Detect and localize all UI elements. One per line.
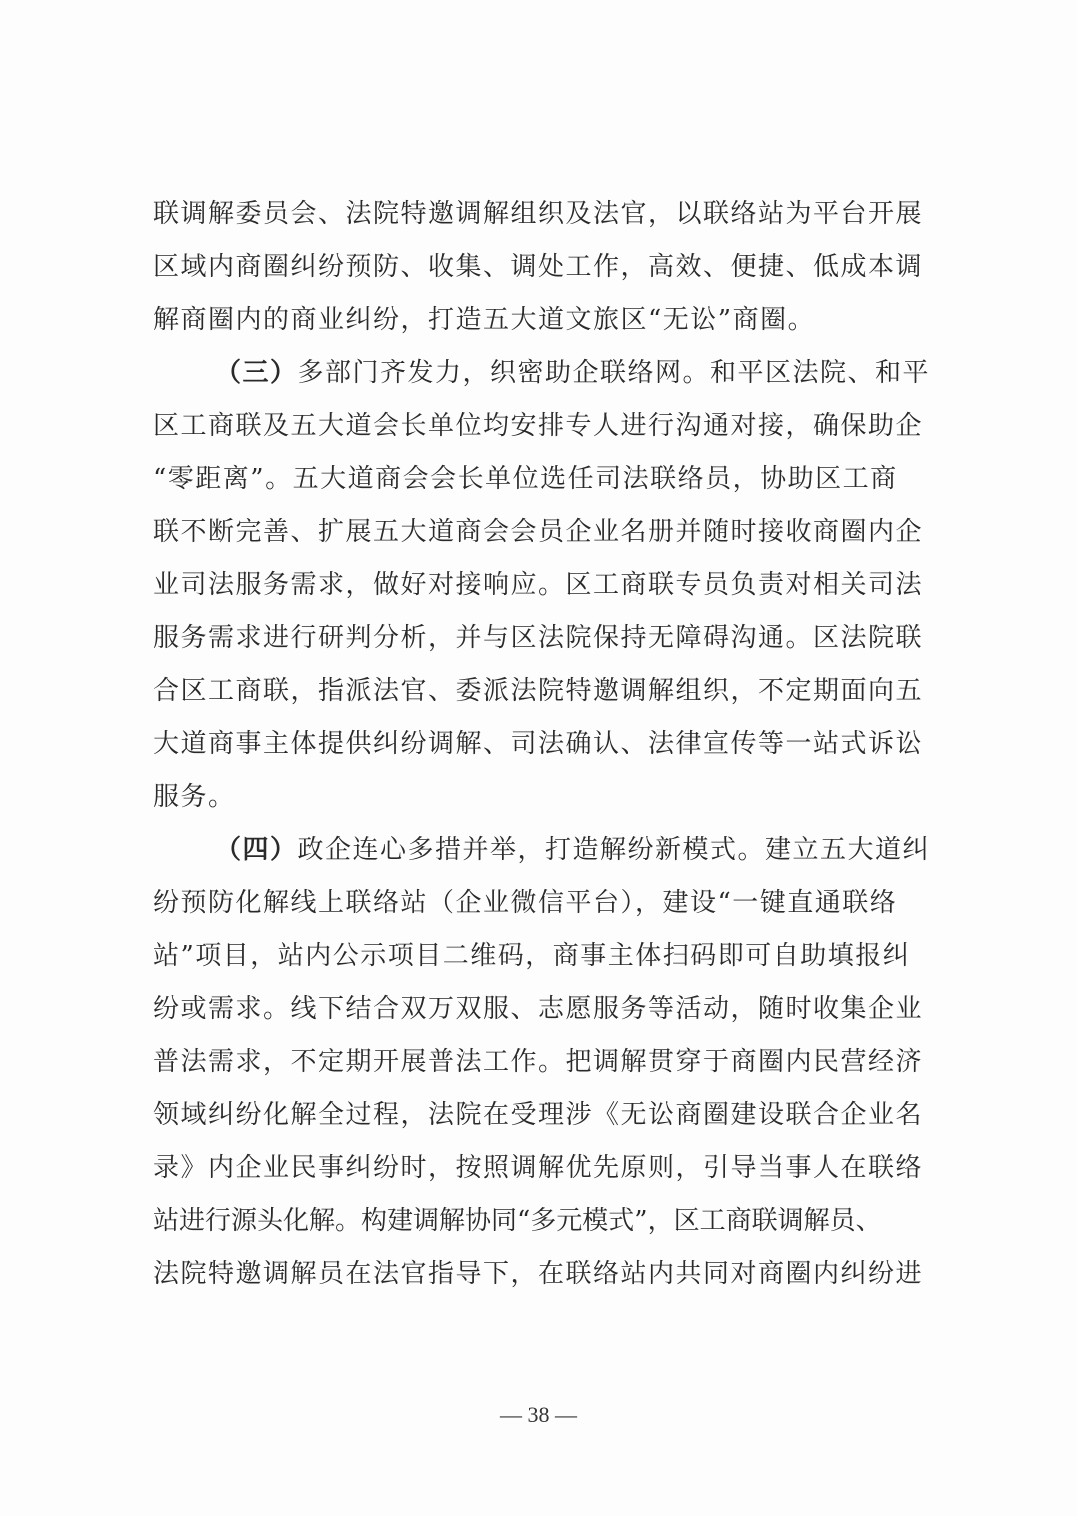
text-line: 区域内商圈纠纷预防、收集、调处工作，高效、便捷、低成本调 — [153, 252, 924, 282]
text-line: 领域纠纷化解全过程，法院在受理涉《无讼商圈建设联合企业名 — [153, 1100, 924, 1130]
document-body — [153, 188, 953, 1301]
text-line: 纷预防化解线上联络站（企业微信平台），建设“一键直通联络 — [153, 888, 898, 918]
text-line: 法院特邀调解员在法官指导下，在联络站内共同对商圈内纠纷进 — [153, 1259, 924, 1289]
text-line: 联不断完善、扩展五大道商会会员企业名册并随时接收商圈内企 — [153, 517, 924, 547]
text-line: 服务。 — [153, 782, 236, 812]
text-line: 业司法服务需求，做好对接响应。区工商联专员负责对相关司法 — [153, 570, 924, 600]
section-marker: （三） — [215, 358, 298, 388]
section-heading-4 — [153, 824, 953, 877]
text-line: 解商圈内的商业纠纷，打造五大道文旅区“无讼”商圈。 — [153, 305, 816, 335]
text-line: 合区工商联，指派法官、委派法院特邀调解组织，不定期面向五 — [153, 676, 924, 706]
text-line: 纷或需求。线下结合双万双服、志愿服务等活动，随时收集企业 — [153, 994, 924, 1024]
text-line: “零距离”。五大道商会会长单位选任司法联络员，协助区工商 — [153, 464, 898, 494]
text-line: 服务需求进行研判分析，并与区法院保持无障碍沟通。区法院联 — [153, 623, 924, 653]
text-line: 大道商事主体提供纠纷调解、司法确认、法律宣传等一站式诉讼 — [153, 729, 924, 759]
text-line: 多部门齐发力，织密助企联络网。和平区法院、和平 — [297, 358, 931, 388]
section-heading-3 — [153, 347, 953, 400]
text-line: 普法需求，不定期开展普法工作。把调解贯穿于商圈内民营经济 — [153, 1047, 924, 1077]
text-line: 站进行源头化解。构建调解协同“多元模式”，区工商联调解员、 — [153, 1206, 882, 1236]
text-line: 录》内企业民事纠纷时，按照调解优先原则，引导当事人在联络 — [153, 1153, 924, 1183]
text-line: 联调解委员会、法院特邀调解组织及法官，以联络站为平台开展 — [153, 199, 924, 229]
section-marker: （四） — [215, 835, 298, 865]
text-line: 站”项目，站内公示项目二维码，商事主体扫码即可自助填报纠 — [153, 941, 911, 971]
text-line: 政企连心多措并举，打造解纷新模式。建立五大道纠 — [297, 835, 931, 865]
text-line: 区工商联及五大道会长单位均安排专人进行沟通对接，确保助企 — [153, 411, 924, 441]
page-number: — 38 — — [500, 1402, 577, 1427]
